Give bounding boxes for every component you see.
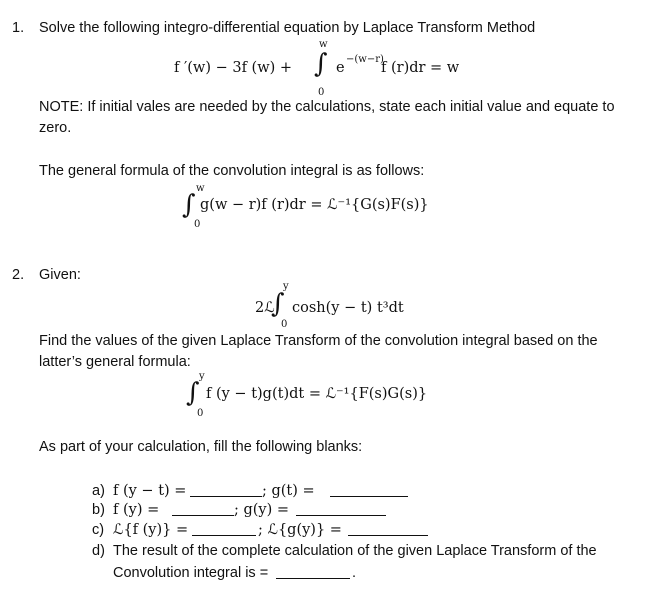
item-a-label: a) [92, 483, 105, 499]
integral-sign-icon: ∫ [182, 190, 196, 220]
q1-convolution-intro: The general formula of the convolution integral is as follows: [39, 163, 425, 179]
q1-integral-upper-limit: w [319, 39, 328, 50]
q1-equation-left: f ′(w) − 3f (w) + [174, 60, 293, 76]
item-d-line1: The result of the complete calculation of the given Laplace Transform of the [113, 543, 597, 559]
item-b-right: ; g(y) = [234, 502, 290, 518]
q1-number: 1. [12, 20, 25, 36]
item-c-right: ; ℒ{g(y)} = [258, 522, 342, 538]
q2-given-prefix: 2ℒ [255, 300, 275, 316]
item-a-left: f (y − t) = [113, 483, 187, 499]
item-a-right-blank[interactable] [330, 482, 408, 497]
q1-conv-upper-limit: w [196, 183, 205, 194]
q2-formula-lower-limit: 0 [197, 408, 204, 419]
item-d-label: d) [92, 543, 105, 559]
q2-given-upper-limit: y [283, 281, 289, 292]
q2-fill-intro: As part of your calculation, fill the following blanks: [39, 439, 363, 455]
q2-given-integrand: cosh(y − t) t³dt [292, 300, 404, 316]
item-b-left: f (y) = [113, 502, 160, 518]
item-c-left: ℒ{f (y)} = [113, 522, 189, 538]
item-c-right-blank[interactable] [348, 521, 428, 536]
integral-sign-icon: ∫ [186, 378, 200, 408]
q1-integrand-exponent: −(w−r) [346, 54, 384, 65]
q1-note: NOTE: If initial vales are needed by the calculations, state each initial value and equate to zero. [39, 99, 615, 137]
item-d-end: . [352, 565, 357, 581]
item-b-left-blank[interactable] [172, 501, 234, 516]
q1-equation-right: f (r)dr = w [381, 60, 460, 76]
item-d-blank[interactable] [276, 564, 350, 579]
q1-integral-lower-limit: 0 [318, 87, 325, 98]
q2-number: 2. [12, 267, 25, 283]
q1-convolution-formula: g(w − r)f (r)dr = ℒ⁻¹{G(s)F(s)} [200, 197, 429, 213]
q2-given-lower-limit: 0 [281, 319, 288, 330]
item-c-left-blank[interactable] [192, 521, 256, 536]
q2-find-text: Find the values of the given Laplace Transform of the convolution integral based on the latter’s general formula: [39, 333, 598, 371]
item-b-label: b) [92, 502, 105, 518]
q1-prompt: Solve the following integro-differential equation by Laplace Transform Method [39, 20, 536, 36]
q2-given-label: Given: [39, 267, 81, 283]
integral-sign-icon: ∫ [271, 289, 285, 319]
q2-convolution-formula: f (y − t)g(t)dt = ℒ⁻¹{F(s)G(s)} [206, 386, 428, 402]
integral-sign-icon: ∫ [314, 49, 328, 79]
item-a-right: ; g(t) = [262, 483, 315, 499]
q1-conv-lower-limit: 0 [194, 219, 201, 230]
item-b-right-blank[interactable] [296, 501, 386, 516]
item-c-label: c) [92, 522, 105, 538]
q2-formula-upper-limit: y [199, 371, 205, 382]
q1-integrand-base: e [336, 60, 345, 76]
item-d-line2: Convolution integral is = [113, 565, 269, 581]
item-a-left-blank[interactable] [190, 482, 262, 497]
